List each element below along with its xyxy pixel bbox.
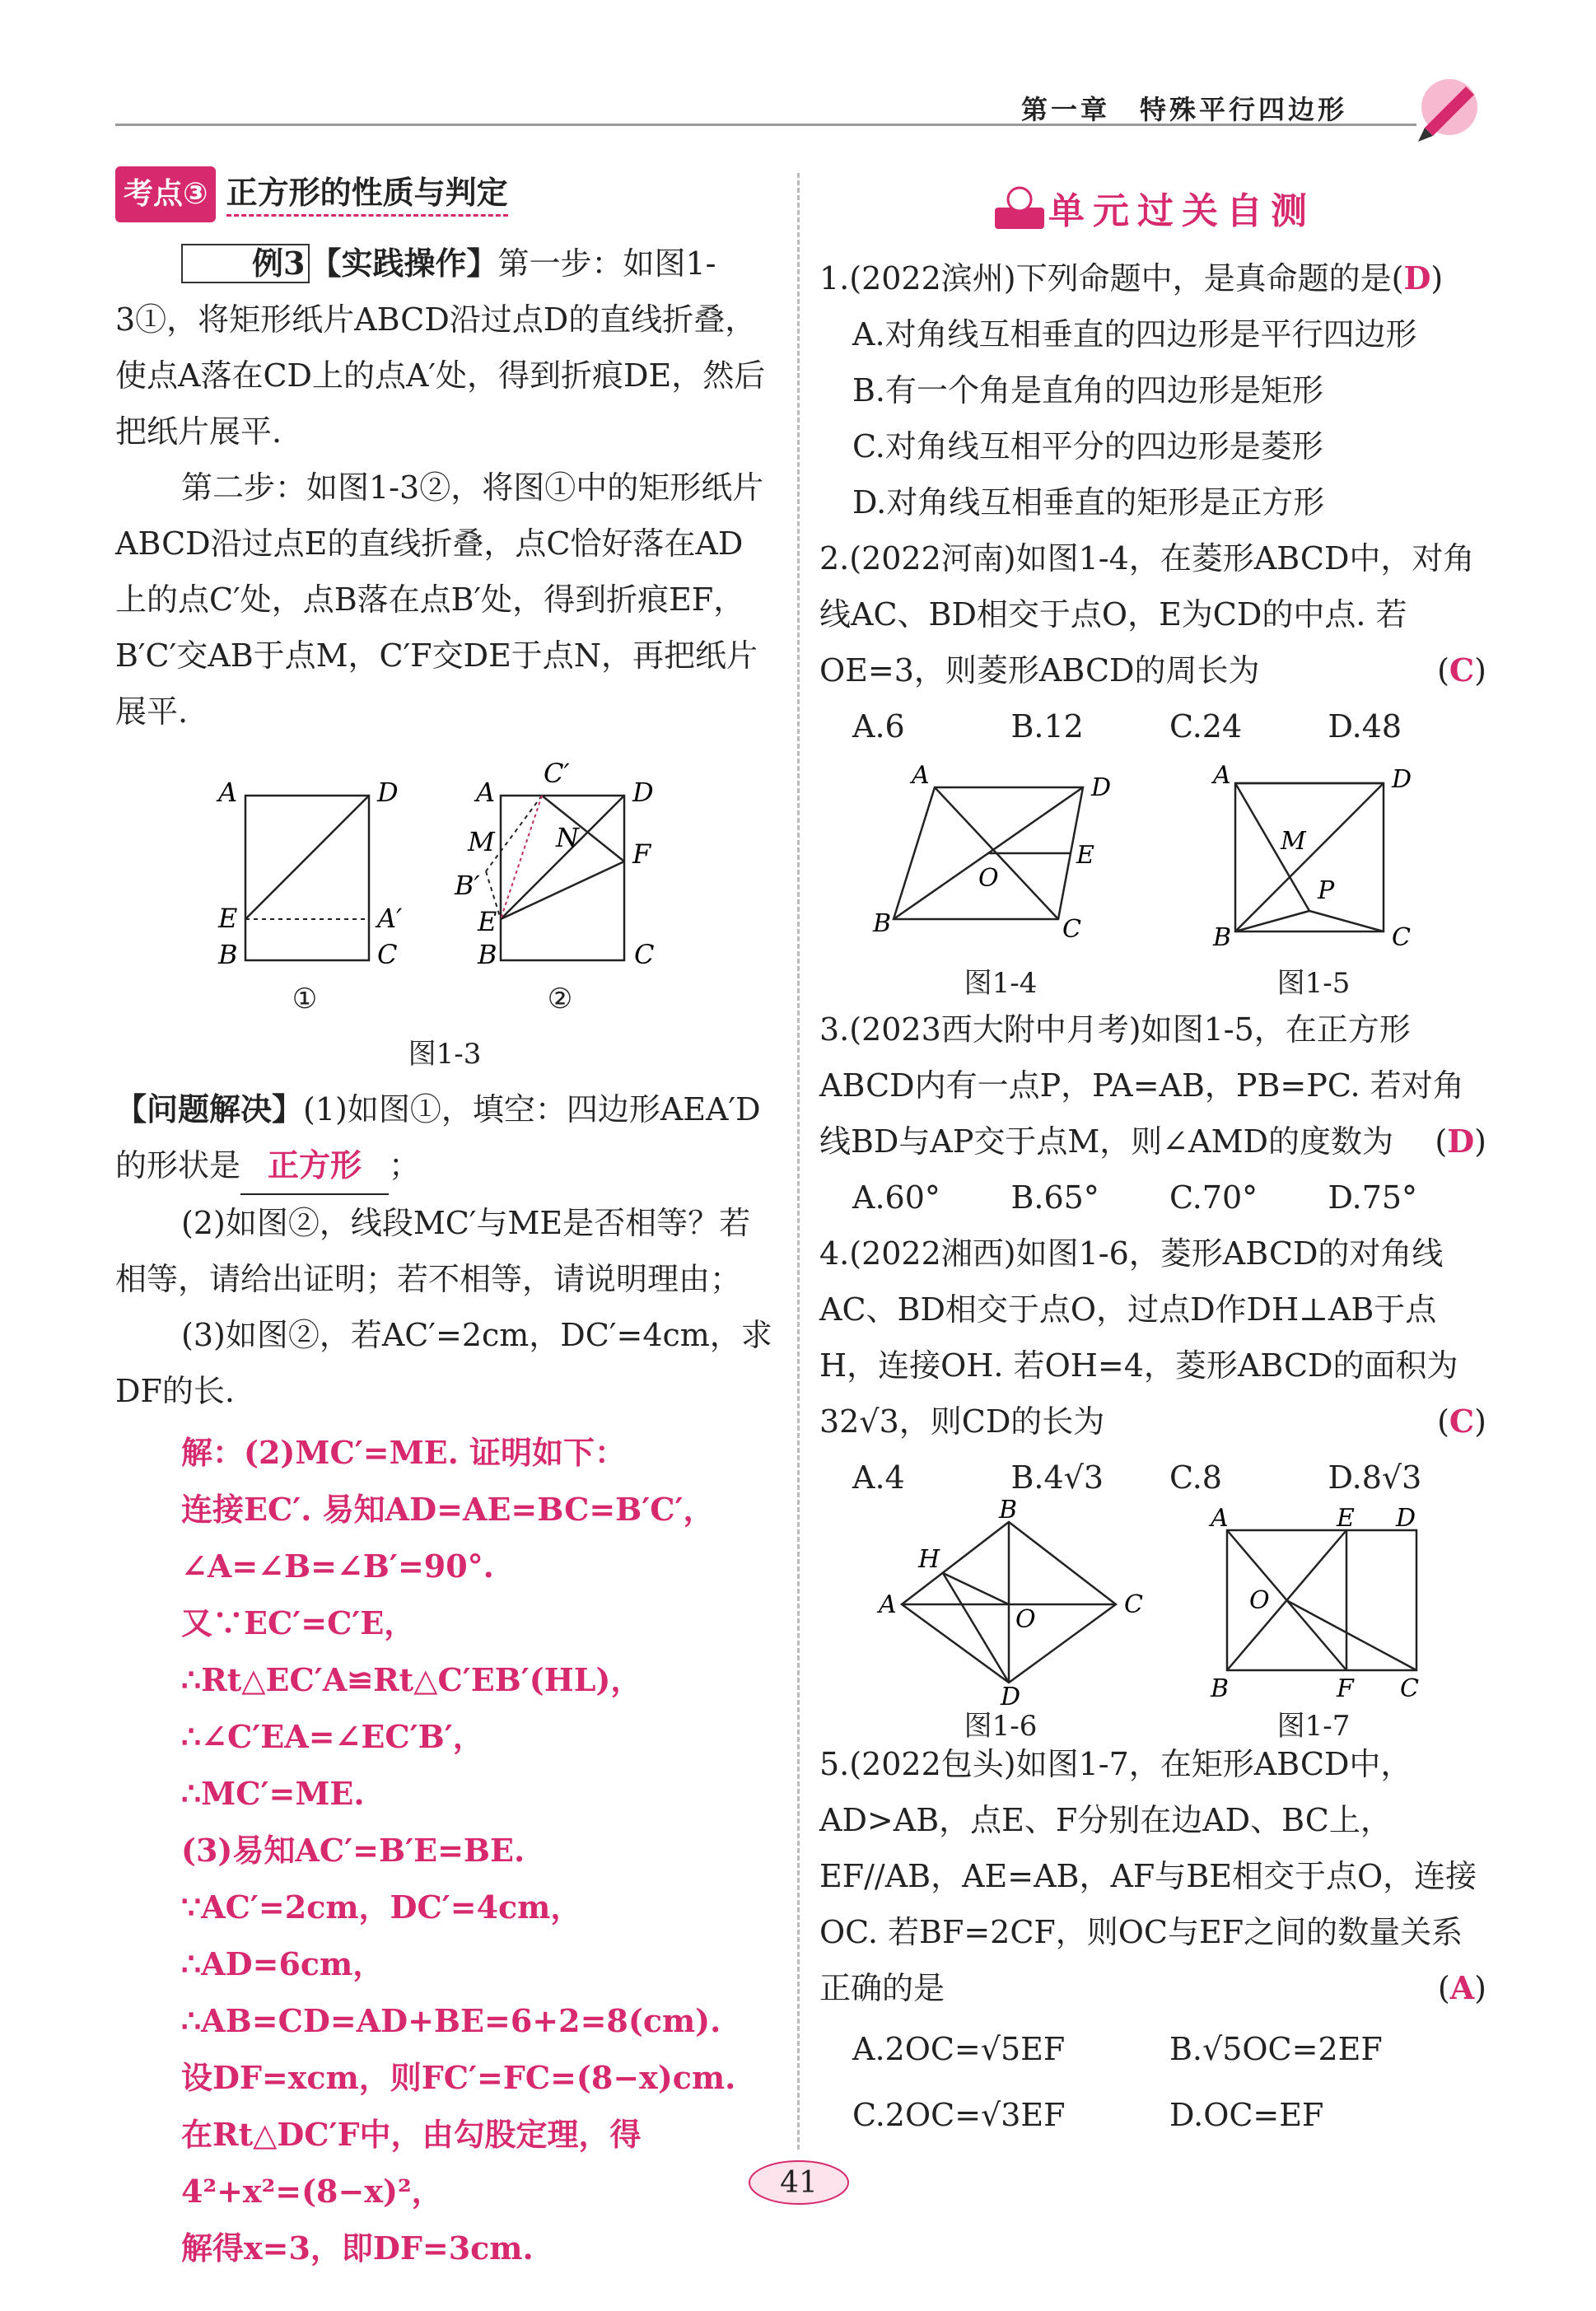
svg-text:D: D (1091, 773, 1112, 802)
svg-text:F: F (632, 838, 651, 870)
svg-text:A: A (1211, 1504, 1229, 1533)
svg-text:B: B (1211, 1674, 1230, 1703)
svg-text:A: A (476, 777, 496, 808)
svg-text:M: M (468, 826, 495, 857)
svg-text:D: D (1392, 765, 1412, 794)
q3-answer: D (1447, 1123, 1475, 1160)
figures-1-4-1-5 (819, 754, 1486, 1001)
q4-stem: 4.(2022湘西)如图1-6，菱形ABCD的对角线AC、BD相交于点O，过点D作DH⊥AB于点H，连接OH. 若OH=4，菱形ABCD的面积为32√3，则CD的长为 (819, 1235, 1458, 1440)
figure-1-3-drawing (115, 748, 774, 1011)
q2-text: (2)如图②，线段MC′与ME是否相等？若相等，请给出证明；若不相等，请说明理由； (115, 1205, 751, 1297)
q2-option: D.48 (1328, 708, 1402, 745)
solution-line: 4²+x²=(8−x)²， (181, 2173, 443, 2210)
solution-line: 设DF=xcm，则FC′=FC=(8−x)cm. (181, 2059, 736, 2096)
solution-line: ∵AC′=2cm，DC′=4cm，∴AD=6cm， (181, 1888, 582, 1982)
solution-line: 解得x=3，即DF=3cm. (181, 2229, 534, 2267)
left-column (115, 165, 774, 2276)
q5-option: B.√5OC=2EF (1169, 2031, 1383, 2067)
svg-text:B: B (218, 939, 238, 970)
solution-line: (3)易知AC′=B′E=BE. (181, 1832, 525, 1869)
solution-line: 在Rt△DC′F中，由勾股定理，得 (181, 2116, 642, 2153)
q2-answer: C (1449, 651, 1475, 689)
example-tag: 【实践操作】 (310, 245, 498, 282)
q5-option: D.OC=EF (1169, 2097, 1324, 2133)
svg-text:B: B (873, 909, 892, 938)
pencil-icon (1400, 66, 1499, 148)
solution-line: 又∵EC′=C′E， (181, 1604, 416, 1641)
svg-text:C: C (1124, 1590, 1143, 1619)
q3-option: C.70° (1169, 1179, 1258, 1216)
svg-text:A: A (912, 761, 930, 790)
q3-option: A.60° (852, 1179, 940, 1216)
svg-text:O: O (1015, 1605, 1036, 1634)
q3-option: D.75° (1328, 1179, 1418, 1216)
svg-text:P: P (1318, 876, 1335, 905)
svg-text:M: M (1281, 827, 1306, 856)
q1-text: (1)如图①，填空：四边形AEA′D的形状是 (115, 1091, 761, 1184)
q3-options (819, 1170, 1486, 1226)
solution-line: ∠A=∠B=∠B′=90°. (181, 1548, 494, 1585)
q5-options (819, 2016, 1486, 2148)
fig-sub-2: ② (547, 983, 573, 1015)
q1-option: D.对角线互相垂直的矩形是正方形 (852, 484, 1325, 521)
q1-option: C.对角线互相平分的四边形是菱形 (852, 428, 1323, 465)
svg-text:A: A (1213, 761, 1231, 790)
fig-sub-1: ① (292, 983, 318, 1015)
solution-line: 连接EC′. 易知AD=AE=BC=B′C′， (181, 1491, 715, 1528)
q5-answer: A (1449, 1969, 1475, 2006)
q4-option: D.8√3 (1328, 1459, 1422, 1496)
svg-text:C′: C′ (544, 758, 570, 789)
kaodian-badge: 考点③ (115, 166, 216, 222)
kaodian-title: 正方形的性质与判定 (226, 175, 508, 217)
step1-text: 第一步：如图1-3①，将矩形纸片ABCD沿过点D的直线折叠，使点A落在CD上的点A′处，得到折痕DE，然后把纸片展平. (115, 245, 766, 450)
svg-text:D: D (1396, 1504, 1416, 1533)
book-lightbulb-icon (991, 183, 1048, 232)
q4-options (819, 1450, 1486, 1506)
figures-1-6-1-7-drawing (819, 1496, 1486, 1711)
q2-stem: 2.(2022河南)如图1-4，在菱形ABCD中，对角线AC、BD相交于点O，E为CD的中点. 若OE=3，则菱形ABCD的周长为 (819, 540, 1475, 689)
solution-line: ∴Rt△EC′A≌Rt△C′EB′(HL)， (181, 1661, 642, 1698)
chapter-title: 第一章 特殊平行四边形 (1021, 94, 1348, 125)
fig-1-7-caption: 图1-7 (1276, 1710, 1351, 1743)
svg-text:D: D (377, 777, 399, 808)
svg-text:E: E (1076, 841, 1094, 870)
q1-close: ) (1430, 260, 1444, 296)
example-label: 例3 (181, 244, 310, 283)
svg-text:C: C (634, 939, 655, 970)
q4-option: C.8 (1169, 1459, 1222, 1496)
q4-option: B.4√3 (1010, 1459, 1104, 1496)
q1-answer: 正方形 (240, 1137, 389, 1195)
solution-block (115, 1424, 774, 2276)
svg-text:C: C (1392, 923, 1411, 952)
q2-option: A.6 (852, 708, 905, 745)
svg-text:E: E (478, 906, 497, 937)
fig-1-6-caption: 图1-6 (964, 1710, 1038, 1743)
q1-option: B.有一个角是直角的四边形是矩形 (852, 372, 1324, 409)
q3-stem: 3.(2023西大附中月考)如图1-5，在正方形ABCD内有一点P，PA=AB，PB=PC. 若对角线BD与AP交于点M，则∠AMD的度数为 (819, 1011, 1464, 1160)
unit-title: 单元过关自测 (1048, 190, 1315, 232)
q5-option: C.2OC=√3EF (852, 2097, 1066, 2133)
solution-line: 解：(2)MC′=ME. 证明如下： (181, 1434, 627, 1471)
step2-text: 第二步：如图1-3②，将图①中的矩形纸片ABCD沿过点E的直线折叠，点C恰好落在AD上的点C′处，点B落在点B′处，得到折痕EF，B′C′交AB于点M，C′F交DE于点N，再把纸片展平. (115, 469, 764, 730)
svg-text:B: B (999, 1496, 1018, 1524)
column-divider (797, 173, 800, 2150)
svg-text:O: O (1249, 1586, 1270, 1615)
figure-1-3 (115, 748, 774, 1028)
q5-option: A.2OC=√5EF (852, 2031, 1066, 2067)
svg-text:E: E (218, 903, 238, 934)
svg-text:O: O (978, 864, 999, 893)
figures-1-4-1-5-drawing (819, 754, 1486, 960)
q4-answer: C (1449, 1403, 1475, 1440)
svg-text:C: C (1400, 1674, 1419, 1703)
unit-title-bar (819, 181, 1486, 234)
svg-text:A: A (218, 777, 238, 808)
svg-text:H: H (918, 1545, 940, 1574)
fig-1-5-caption: 图1-5 (1276, 967, 1351, 1000)
svg-text:B: B (478, 939, 497, 970)
svg-text:F: F (1337, 1674, 1354, 1703)
q3-text: (3)如图②，若AC′=2cm，DC′=4cm，求DF的长. (115, 1317, 772, 1409)
problem-tag: 【问题解决】 (115, 1091, 304, 1127)
svg-text:A: A (879, 1590, 897, 1619)
svg-text:D: D (1001, 1683, 1021, 1711)
svg-text:B′: B′ (455, 870, 480, 901)
q4-option: A.4 (852, 1459, 905, 1496)
solution-line: ∴∠C′EA=∠EC′B′， (181, 1718, 484, 1755)
solution-line: ∴AB=CD=AD+BE=6+2=8(cm). (181, 2002, 721, 2039)
svg-text:B: B (1213, 923, 1232, 952)
q3-option: B.65° (1010, 1179, 1099, 1216)
q2-option: B.12 (1010, 708, 1084, 745)
svg-text:N: N (556, 822, 579, 853)
solution-line: ∴MC′=ME. (181, 1775, 365, 1812)
right-column: 单元过关自测 1.(2022滨州)下列命题中，是真命题的是(D) A.对角线互相垂直的四边形是平行四边形 B.有一个角是直角的四边形是矩形 C.对角线互相平分的四边形是菱形 D.对角线互相垂直的矩形是正方形 2.(2022河南)如图1-4，在菱形ABCD中，对角线AC、BD相交于点O，E为CD的中点. 若OE=3，则菱形ABCD的周长为 (C) A.6 B.12 C.24 D.48 A D E O B C A D M P B C 图1-4 图1-5 3.(2023西大附中月考)如图1-5，在正方形ABCD内有一点P，PA=AB，PB=PC. 若对角线BD与AP交于点M，则∠AMD的度数为 (D) A.60° B.65° C.70° D.75° 4.(2022湘西)如图1-6，菱形ABCD的对角线AC、BD相交于点O，过点D作DH⊥AB于点H，连接OH. 若OH=4，菱形ABCD的面积为32√3，则CD的长为 (C) A.4 B.4√3 C.8 D.8√3 B H A O C D A E D O B F C 图1-6 图1-7 5.(2022包头)如图1-7，在矩形ABCD中，AD>AB，点E、F分别在边AD、BC上，EF//AB，AE=AB，AF与BE相交于点O，连接OC. 若BF=2CF，则OC与EF之间的数量关系正确的是 (A) A.2OC=√5EF B.√5OC=2EF C.2OC=√3EF D.OC=EF (819, 181, 1486, 2148)
q1-post: ； (389, 1147, 421, 1184)
q5-stem: 5.(2022包头)如图1-7，在矩形ABCD中，AD>AB，点E、F分别在边AD、BC上，EF//AB，AE=AB，AF与BE相交于点O，连接OC. 若BF=2CF，则OC与EF之间的数量关系正确的是 (819, 1746, 1477, 2006)
svg-text:A′: A′ (377, 903, 403, 934)
svg-text:D: D (632, 777, 654, 808)
q2-options (819, 698, 1486, 754)
fig-1-3-caption: 图1-3 (408, 1038, 482, 1071)
q1-option: A.对角线互相垂直的四边形是平行四边形 (852, 316, 1417, 352)
svg-text:E: E (1337, 1504, 1355, 1533)
svg-text:C: C (1062, 915, 1081, 944)
q2-option: C.24 (1169, 708, 1243, 745)
fig-1-4-caption: 图1-4 (964, 967, 1038, 1000)
header-rule (115, 124, 1416, 126)
figures-1-6-1-7 (819, 1496, 1486, 1743)
page-number: 41 (780, 2166, 818, 2200)
q1-answer: D (1403, 259, 1431, 296)
q1-stem: 1.(2022滨州)下列命题中，是真命题的是( (819, 260, 1404, 296)
svg-text:C: C (377, 939, 398, 970)
